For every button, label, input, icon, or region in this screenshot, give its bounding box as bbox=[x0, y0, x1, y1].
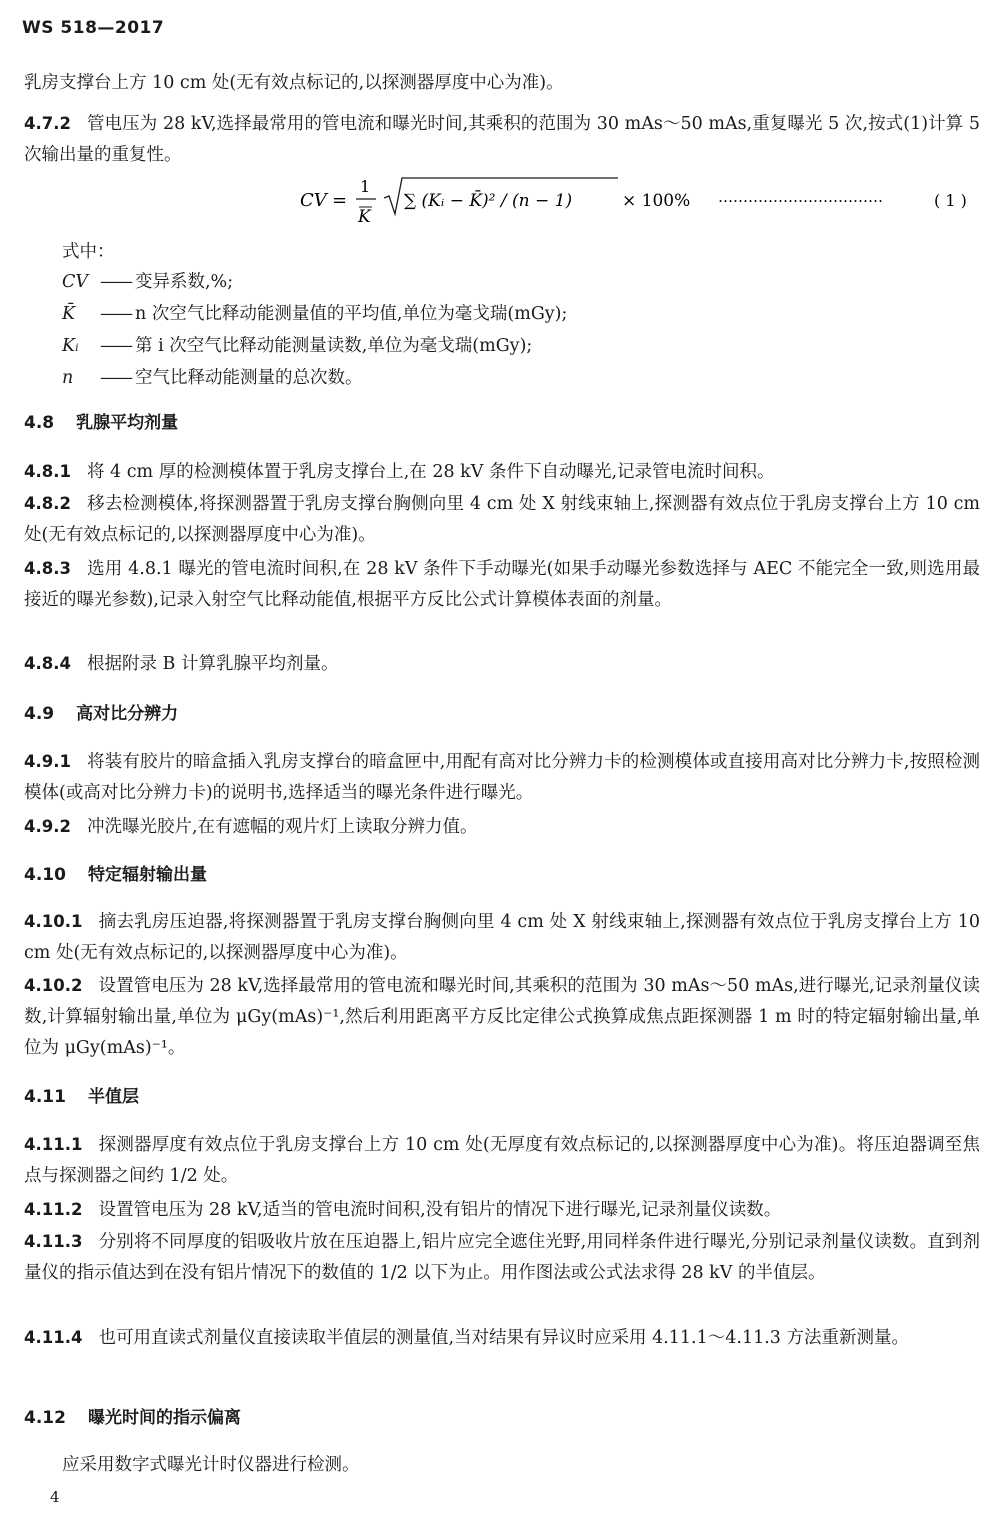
document-code-header: WS 518—2017 bbox=[22, 18, 165, 38]
where-intro: 式中： bbox=[62, 242, 115, 262]
clause-4-10-1: 4.10.1 摘去乳房压迫器,将探测器置于乳房支撑台胸侧向里 4 cm 处 X 射线束轴上,探测器有效点位于乳房支撑台上方 10 cm 处(无有效点标记的,以探测器厚度中心为准)。 bbox=[24, 912, 980, 963]
page-number: 4 bbox=[50, 1488, 60, 1506]
clause-4-8-2: 4.8.2 移去检测模体,将探测器置于乳房支撑台胸侧向里 4 cm 处 X 射线束轴上,探测器有效点位于乳房支撑台上方 10 cm 处(无有效点标记的,以探测器厚度中心为准)。 bbox=[24, 494, 980, 545]
formula-label: ( 1 ) bbox=[934, 191, 967, 210]
formula-numerator: 1 bbox=[360, 177, 371, 196]
formula-denominator: K bbox=[358, 207, 371, 227]
clause-4-11-4: 4.11.4 也可用直读式剂量仪直接读取半值层的测量值,当对结果有异议时应采用 4.11.1～4.11.3 方法重新测量。 bbox=[24, 1328, 909, 1348]
where-item: CV —— 变异系数,%; bbox=[62, 272, 234, 292]
section-heading-4-10: 4.10 特定辐射输出量 bbox=[24, 865, 207, 885]
clause-4-11-3: 4.11.3 分别将不同厚度的铝吸收片放在压迫器上,铝片应完全遮住光野,用同样条件进行曝光,分别记录剂量仪读数。直到剂量仪的指示值达到在没有铝片情况下的数值的 1/2 以下为止。用作图法或公式法求得 28 kV 的半值层。 bbox=[24, 1232, 980, 1283]
clause-4-10-2: 4.10.2 设置管电压为 28 kV,选择最常用的管电流和曝光时间,其乘积的范围为 30 mAs～50 mAs,进行曝光,记录剂量仪读数,计算辐射输出量,单位为 μGy(mAs)⁻¹,然后利用距离平方反比定律公式换算成焦点距探测器 1 m 时的特定辐射输出量,单位为 μGy(mAs)⁻¹。 bbox=[24, 976, 980, 1058]
clause-4-9-2: 4.9.2 冲洗曝光胶片,在有遮幅的观片灯上读取分辨力值。 bbox=[24, 817, 478, 837]
formula-times: × 100% bbox=[622, 191, 691, 211]
formula-cv bbox=[300, 172, 982, 232]
clause-text: 管电压为 28 kV,选择最常用的管电流和曝光时间,其乘积的范围为 30 mAs～50 mAs,重复曝光 5 次,按式(1)计算 5 次输出量的重复性。 bbox=[24, 114, 980, 165]
section-heading-4-8: 4.8 乳腺平均剂量 bbox=[24, 413, 179, 433]
paragraph-last: 应采用数字式曝光计时仪器进行检测。 bbox=[62, 1455, 360, 1475]
where-item: K̄ —— n 次空气比释动能测量值的平均值,单位为毫戈瑞(mGy); bbox=[62, 304, 568, 324]
section-heading-4-11: 4.11 半值层 bbox=[24, 1087, 139, 1107]
clause-4-9-1: 4.9.1 将装有胶片的暗盒插入乳房支撑台的暗盒匣中,用配有高对比分辨力卡的检测模体或直接用高对比分辨力卡,按照检测模体(或高对比分辨力卡)的说明书,选择适当的曝光条件进行曝光。 bbox=[24, 752, 980, 803]
where-item: n —— 空气比释动能测量的总次数。 bbox=[62, 368, 363, 388]
formula-leader-dots: …………………………… bbox=[718, 188, 883, 206]
formula-radicand: ∑ (Kᵢ − K̄)² / (n − 1) bbox=[404, 191, 573, 211]
clause-4-11-2: 4.11.2 设置管电压为 28 kV,适当的管电流时间积,没有铝片的情况下进行曝光,记录剂量仪读数。 bbox=[24, 1200, 782, 1220]
clause-4-8-1: 4.8.1 将 4 cm 厚的检测模体置于乳房支撑台上,在 28 kV 条件下自动曝光,记录管电流时间积。 bbox=[24, 462, 775, 482]
section-heading-4-9: 4.9 高对比分辨力 bbox=[24, 704, 179, 724]
formula-lhs: CV bbox=[300, 190, 327, 211]
where-item: Kᵢ —— 第 i 次空气比释动能测量读数,单位为毫戈瑞(mGy); bbox=[62, 336, 533, 356]
section-heading-4-12: 4.12 曝光时间的指示偏离 bbox=[24, 1408, 241, 1428]
formula-equals: = bbox=[332, 190, 348, 211]
clause-number: 4.7.2 bbox=[24, 114, 71, 133]
clause-4-11-1: 4.11.1 探测器厚度有效点位于乳房支撑台上方 10 cm 处(无厚度有效点标记的,以探测器厚度中心为准)。将压迫器调至焦点与探测器之间约 1/2 处。 bbox=[24, 1135, 980, 1186]
clause-4-8-3: 4.8.3 选用 4.8.1 曝光的管电流时间积,在 28 kV 条件下手动曝光(如果手动曝光参数选择与 AEC 不能完全一致,则选用最接近的曝光参数),记录入射空气比释动能值,根据平方反比公式计算模体表面的剂量。 bbox=[24, 559, 980, 610]
clause-4-8-4: 4.8.4 根据附录 B 计算乳腺平均剂量。 bbox=[24, 654, 339, 674]
clause-4-7-2 bbox=[24, 108, 980, 171]
paragraph-continuation: 乳房支撑台上方 10 cm 处(无有效点标记的,以探测器厚度中心为准)。 bbox=[24, 73, 564, 93]
